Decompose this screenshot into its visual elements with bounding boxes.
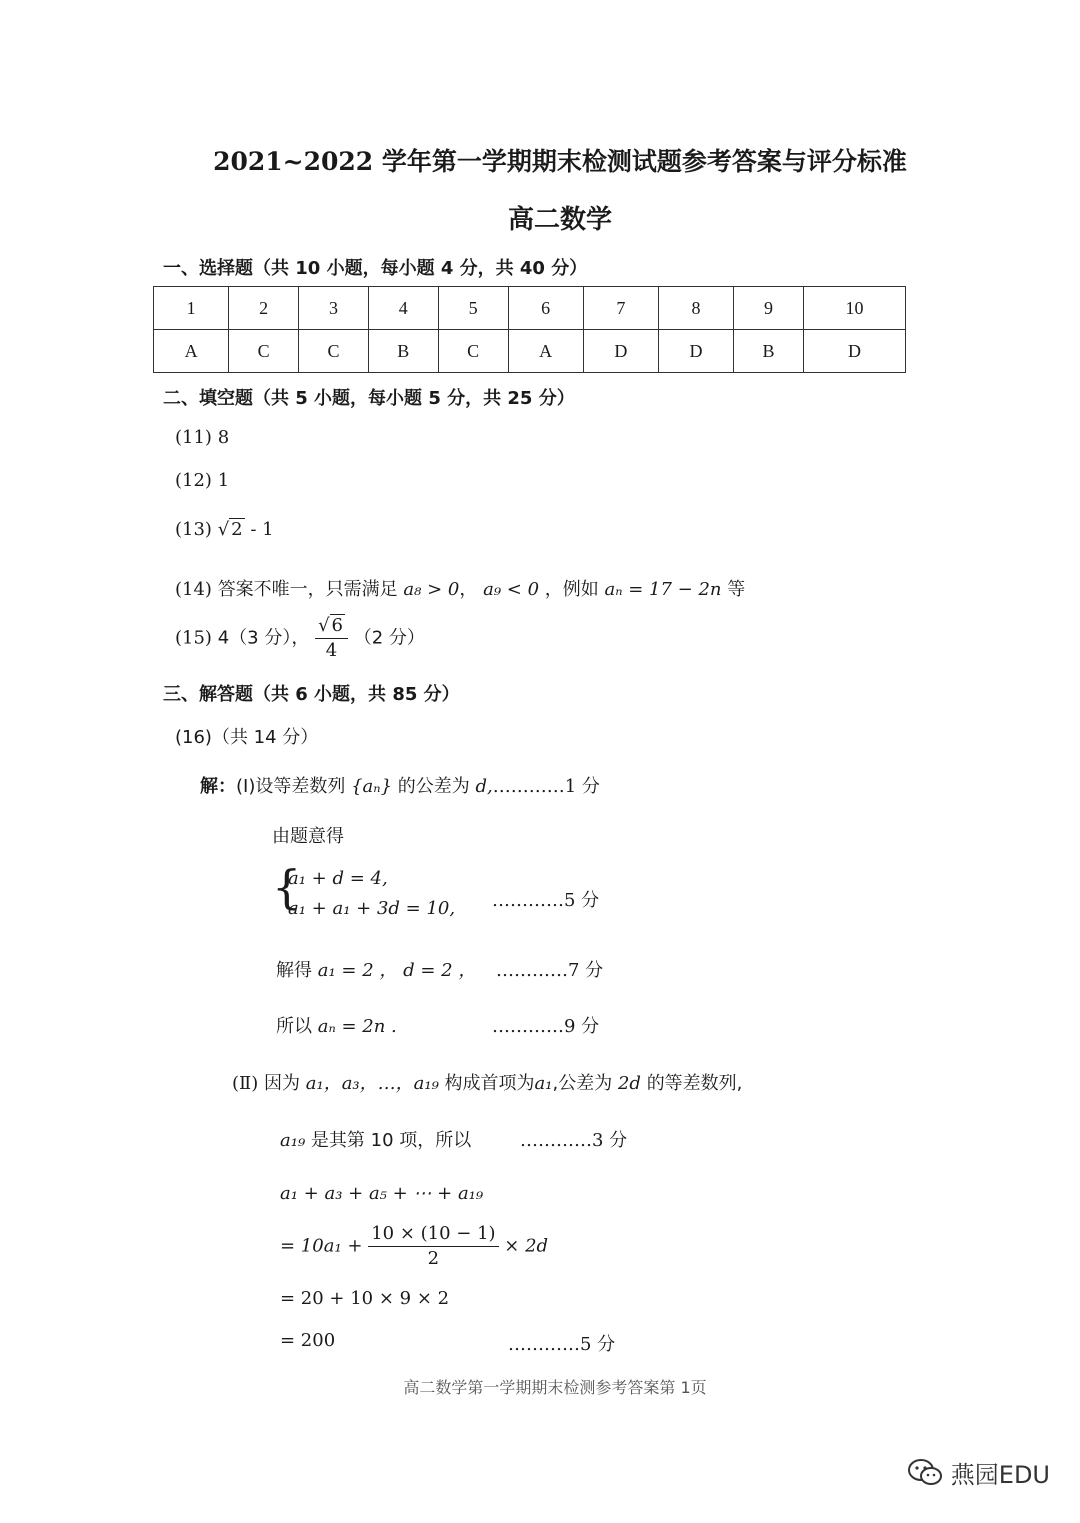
answer-table [153, 286, 906, 373]
step1-fraction [368, 1222, 498, 1271]
part2-terms: a₁，a₃，…，a₁₉ [305, 1073, 439, 1094]
answer-cell: C [229, 330, 299, 373]
part2-text3: ,公差为 [552, 1073, 613, 1094]
q15-fraction [315, 614, 348, 663]
q11-line [175, 427, 229, 448]
q14-cond1: a₈ > 0 [403, 579, 460, 600]
q14-line: (14) 答案不唯一，只需满足 a₈ > 0， a₉ < 0 ，例如 aₙ = 17 − 2n 等 [175, 579, 746, 600]
q12-line [175, 470, 229, 491]
q14-text: 答案不唯一，只需满足 [217, 579, 398, 600]
q16-label: (16)（共 14 分） [175, 727, 319, 748]
part2-line2-score: …………3 分 [520, 1130, 628, 1151]
answer-table-answer-row [154, 330, 906, 373]
q13-line [175, 519, 274, 540]
question-number-cell: 1 [154, 287, 229, 330]
question-number-cell: 5 [438, 287, 508, 330]
step1-denominator: 2 [427, 1248, 440, 1269]
question-number-cell: 8 [658, 287, 733, 330]
part1-line [200, 772, 600, 798]
part2-text1: 因为 [264, 1073, 301, 1094]
part2-line [232, 1069, 742, 1095]
q15-fraction-numerator [315, 614, 348, 639]
step1-line [280, 1222, 548, 1271]
so-line [276, 1012, 397, 1038]
part1-d: d, [475, 776, 493, 797]
sqrt-sign-icon: √ [318, 615, 330, 636]
section2-heading: 二、填空题（共 5 小题，每小题 5 分，共 25 分） [163, 388, 575, 409]
section3-heading: 三、解答题（共 6 小题，共 85 分） [163, 684, 460, 705]
part2-line2-text: 是其第 10 项，所以 [310, 1130, 472, 1151]
part2-diff: 2d [617, 1073, 641, 1094]
q15-part1: 4（3 分）， [217, 627, 310, 649]
answer-cell: C [299, 330, 369, 373]
q13-rest: - 1 [250, 519, 274, 540]
q11-label: (11) [175, 427, 212, 448]
equation-score: …………5 分 [492, 890, 600, 911]
page-footer: 高二数学第一学期期末检测参考答案第 1页 [403, 1378, 707, 1397]
answer-table-number-row [154, 287, 906, 330]
q14-example: aₙ = 17 − 2n [604, 579, 722, 600]
equation-1: a₁ + d = 4, [288, 868, 388, 889]
part2-line2 [280, 1126, 471, 1152]
part2-line2-term: a₁₉ [280, 1130, 306, 1151]
from-problem: 由题意得 [272, 826, 344, 847]
q14-cond2: a₉ < 0 [483, 579, 540, 600]
solve-score: …………7 分 [496, 960, 604, 981]
watermark-text: 燕园EDU [950, 1461, 1050, 1489]
question-number-cell: 9 [734, 287, 804, 330]
answer-cell: B [734, 330, 804, 373]
q13-radicand: 2 [231, 519, 243, 540]
q11-answer: 8 [217, 427, 230, 448]
q12-answer: 1 [217, 470, 230, 491]
step2-line: = 20 + 10 × 9 × 2 [280, 1288, 450, 1309]
answer-cell: D [583, 330, 658, 373]
question-number-cell: 4 [368, 287, 438, 330]
part2-text4: 的等差数列, [646, 1073, 743, 1094]
document-title: 2021~2022 学年第一学期期末检测试题参考答案与评分标准 [213, 147, 907, 176]
q15-line [175, 614, 425, 663]
q13-label: (13) [175, 519, 212, 540]
answer-cell: C [438, 330, 508, 373]
solve-line [276, 956, 476, 982]
step3-line: = 200 [280, 1330, 336, 1351]
part2-text2: 构成首项为 [444, 1073, 535, 1094]
wechat-icon [907, 1458, 943, 1488]
part1-seq: {aₙ} [351, 776, 393, 797]
q15-label: (15) [175, 627, 212, 649]
part1-intro: (Ⅰ)设等差数列 [236, 776, 346, 797]
step1-numerator: 10 × (10 − 1) [368, 1222, 498, 1247]
solve-values: a₁ = 2 ， d = 2 ， [317, 960, 477, 981]
step3-score: …………5 分 [508, 1334, 616, 1355]
equation-2: a₁ + a₁ + 3d = 10, [288, 898, 456, 919]
solve-text: 解得 [276, 960, 312, 981]
step1-pre: = 10a₁ + [280, 1235, 363, 1257]
so-value: aₙ = 2n . [317, 1016, 397, 1037]
question-number-cell: 10 [803, 287, 905, 330]
section1-heading: 一、选择题（共 10 小题，每小题 4 分，共 40 分） [163, 258, 588, 279]
q14-end: 等 [727, 579, 746, 600]
q15-part2: （2 分） [353, 627, 425, 649]
answer-cell: A [508, 330, 583, 373]
question-number-cell: 3 [299, 287, 369, 330]
part2-label: (Ⅱ) [232, 1073, 259, 1094]
q14-label: (14) [175, 579, 212, 600]
answer-cell: D [803, 330, 905, 373]
step1-post: × 2d [504, 1235, 549, 1257]
part1-score: …………1 分 [492, 776, 600, 797]
q15-fraction-denominator: 4 [325, 640, 338, 661]
question-number-cell: 2 [229, 287, 299, 330]
question-number-cell: 6 [508, 287, 583, 330]
q12-label: (12) [175, 470, 212, 491]
so-text: 所以 [276, 1016, 312, 1037]
solve-label: 解： [200, 776, 236, 797]
part1-mid: 的公差为 [397, 776, 470, 797]
so-score: …………9 分 [492, 1016, 600, 1037]
sqrt-sign-icon: √ [217, 519, 230, 540]
q15-radicand: 6 [331, 615, 343, 636]
answer-cell: A [154, 330, 229, 373]
answer-cell: D [658, 330, 733, 373]
left-brace-icon: { [272, 860, 302, 914]
sum-line: a₁ + a₃ + a₅ + ⋯ + a₁₉ [280, 1183, 484, 1204]
document-subtitle: 高二数学 [507, 205, 612, 235]
part2-first: a₁ [534, 1073, 553, 1094]
q14-mid: ，例如 [544, 579, 599, 600]
question-number-cell: 7 [583, 287, 658, 330]
watermark [907, 1455, 1050, 1490]
answer-cell: B [368, 330, 438, 373]
